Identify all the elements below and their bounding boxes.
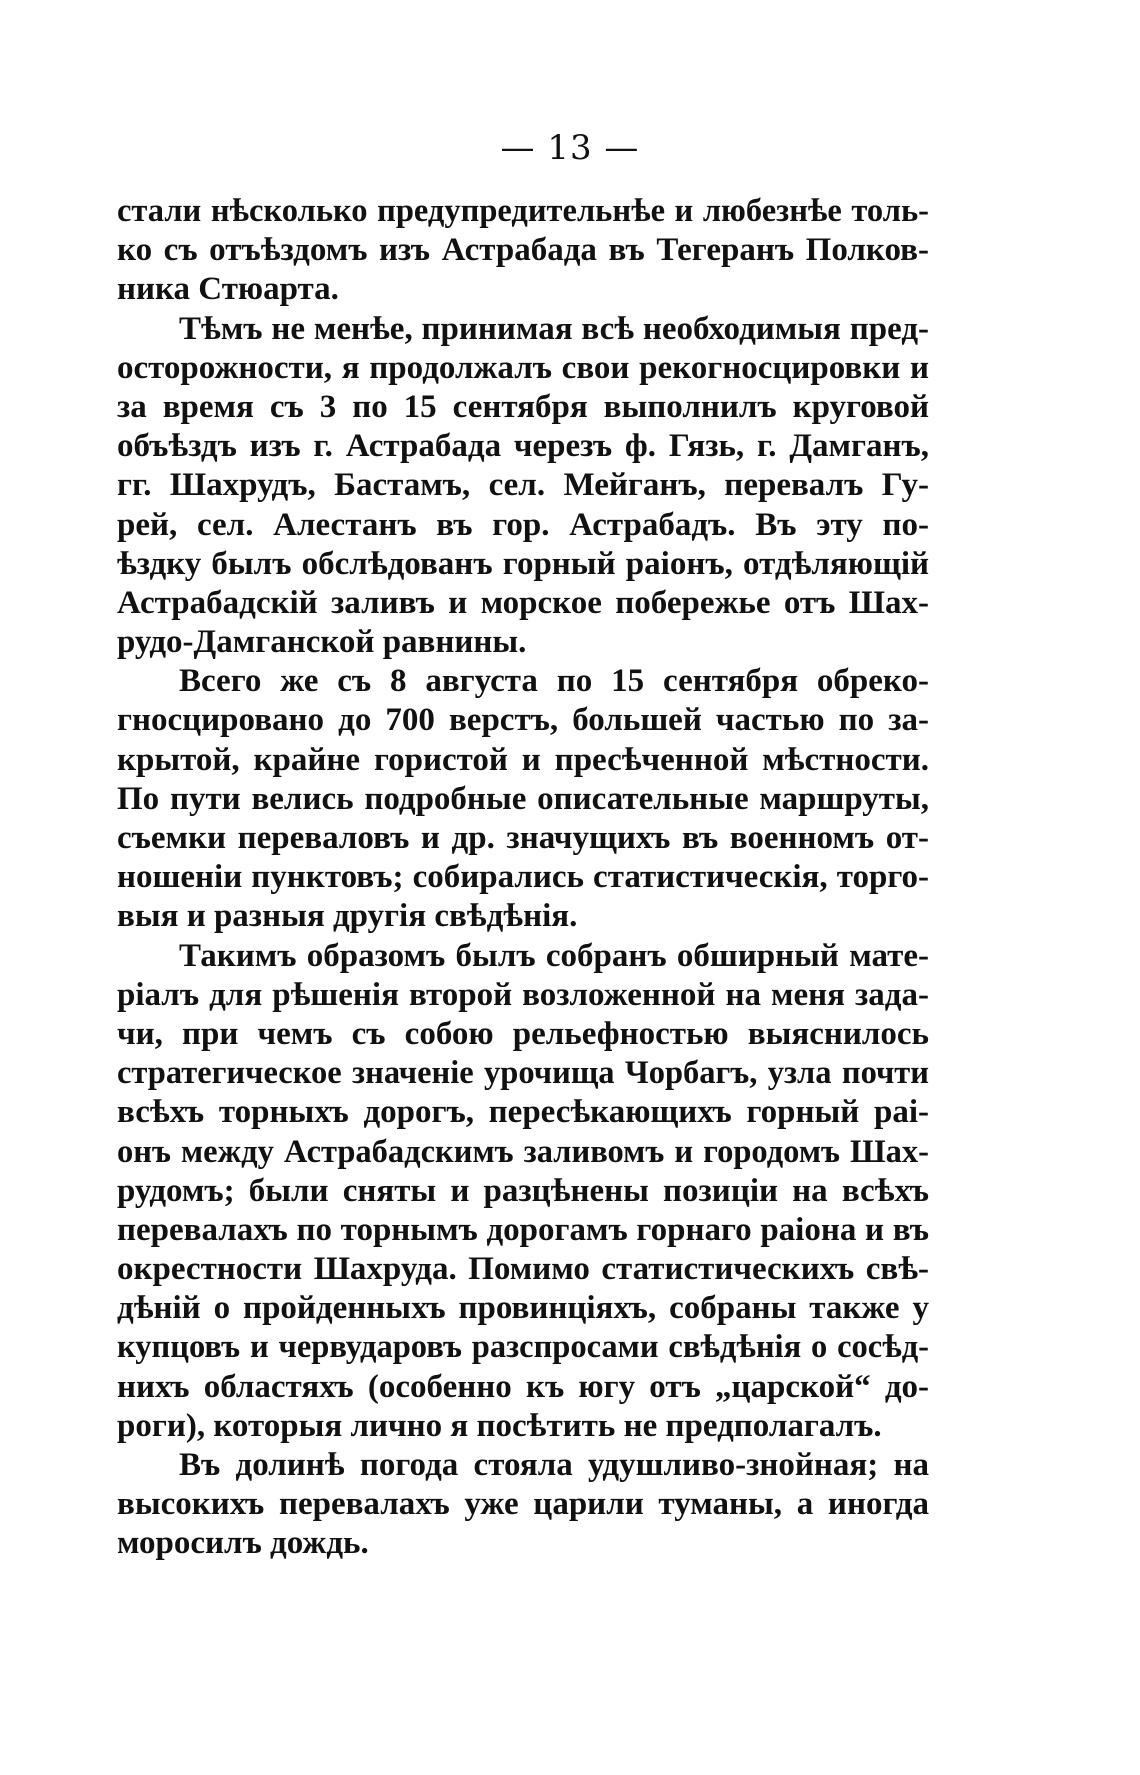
text-line: гг. Шахрудъ, Бастамъ, сел. Мейганъ, перевалъ Гу- (117, 467, 929, 504)
body-text (117, 192, 929, 1564)
text-line: крытой, крайне гористой и пресѣченной мѣстности. (117, 741, 929, 778)
text-line: Астрабадскій заливъ и морское побережье отъ Шах- (117, 584, 929, 621)
text-line: По пути велись подробные описательные маршруты, (117, 780, 929, 817)
text-line: дѣній о пройденныхъ провинціяхъ, собраны также у (117, 1290, 929, 1327)
text-line: выя и разныя другія свѣдѣнія. (117, 898, 578, 935)
text-line: гносцировано до 700 верстъ, большей частью по за- (117, 702, 929, 739)
text-line: ношеніи пунктовъ; собирались статистическія, торго- (117, 859, 929, 896)
text-line: объѣздъ изъ г. Астрабада черезъ ф. Гязь, г. Дамганъ, (117, 428, 929, 465)
text-line: Такимъ образомъ былъ собранъ обширный мате- (179, 937, 929, 974)
text-line: нихъ областяхъ (особенно къ югу отъ „царской“ до- (117, 1368, 929, 1405)
text-line: онъ между Астрабадскимъ заливомъ и городомъ Шах- (117, 1133, 929, 1170)
text-line: рудомъ; были сняты и разцѣнены позиціи на всѣхъ (117, 1172, 929, 1209)
text-line: ріалъ для рѣшенія второй возложенной на меня зада- (117, 976, 929, 1013)
text-line: чи, при чемъ съ собою рельефностью выяснилось (117, 1015, 929, 1052)
text-line: ѣздку былъ обслѣдованъ горный раіонъ, отдѣляющій (117, 545, 929, 582)
page-number: — 13 — (500, 128, 640, 168)
text-line: рей, сел. Алестанъ въ гор. Астрабадъ. Въ эту по- (117, 506, 929, 543)
text-line: Тѣмъ не менѣе, принимая всѣ необходимыя пред- (179, 310, 929, 347)
text-line: высокихъ перевалахъ уже царили туманы, а иногда (117, 1486, 929, 1523)
text-line: ко съ отъѣздомъ изъ Астрабада въ Тегеранъ Полков- (117, 232, 929, 269)
text-line: купцовъ и червударовъ разспросами свѣдѣнія о сосѣд- (117, 1329, 929, 1366)
text-line: съемки переваловъ и др. значущихъ въ военномъ от- (117, 820, 929, 856)
text-line: Всего же съ 8 августа по 15 сентября обреко- (179, 663, 929, 700)
text-line: ника Стюарта. (117, 271, 339, 308)
text-line: стали нѣсколько предупредительнѣе и любезнѣе толь- (117, 193, 929, 229)
text-line: осторожности, я продолжалъ свои рекогносцировки и (117, 349, 929, 386)
text-line: Въ долинѣ погода стояла удушливо-знойная; на (179, 1447, 929, 1483)
text-line: за время съ 3 по 15 сентября выполнилъ круговой (117, 388, 929, 425)
text-line: перевалахъ по торнымъ дорогамъ горнаго раіона и въ (117, 1211, 929, 1248)
text-line: окрестности Шахруда. Помимо статистическихъ свѣ- (117, 1251, 929, 1288)
text-line: всѣхъ торныхъ дорогъ, пересѣкающихъ горный раі- (117, 1094, 929, 1131)
text-line: роги), которыя лично я посѣтить не предполагалъ. (117, 1407, 882, 1444)
text-line: рудо-Дамганской равнины. (117, 624, 527, 661)
text-line: моросилъ дождь. (117, 1525, 369, 1562)
text-line: стратегическое значеніе урочища Чорбагъ, узла почти (117, 1055, 929, 1092)
